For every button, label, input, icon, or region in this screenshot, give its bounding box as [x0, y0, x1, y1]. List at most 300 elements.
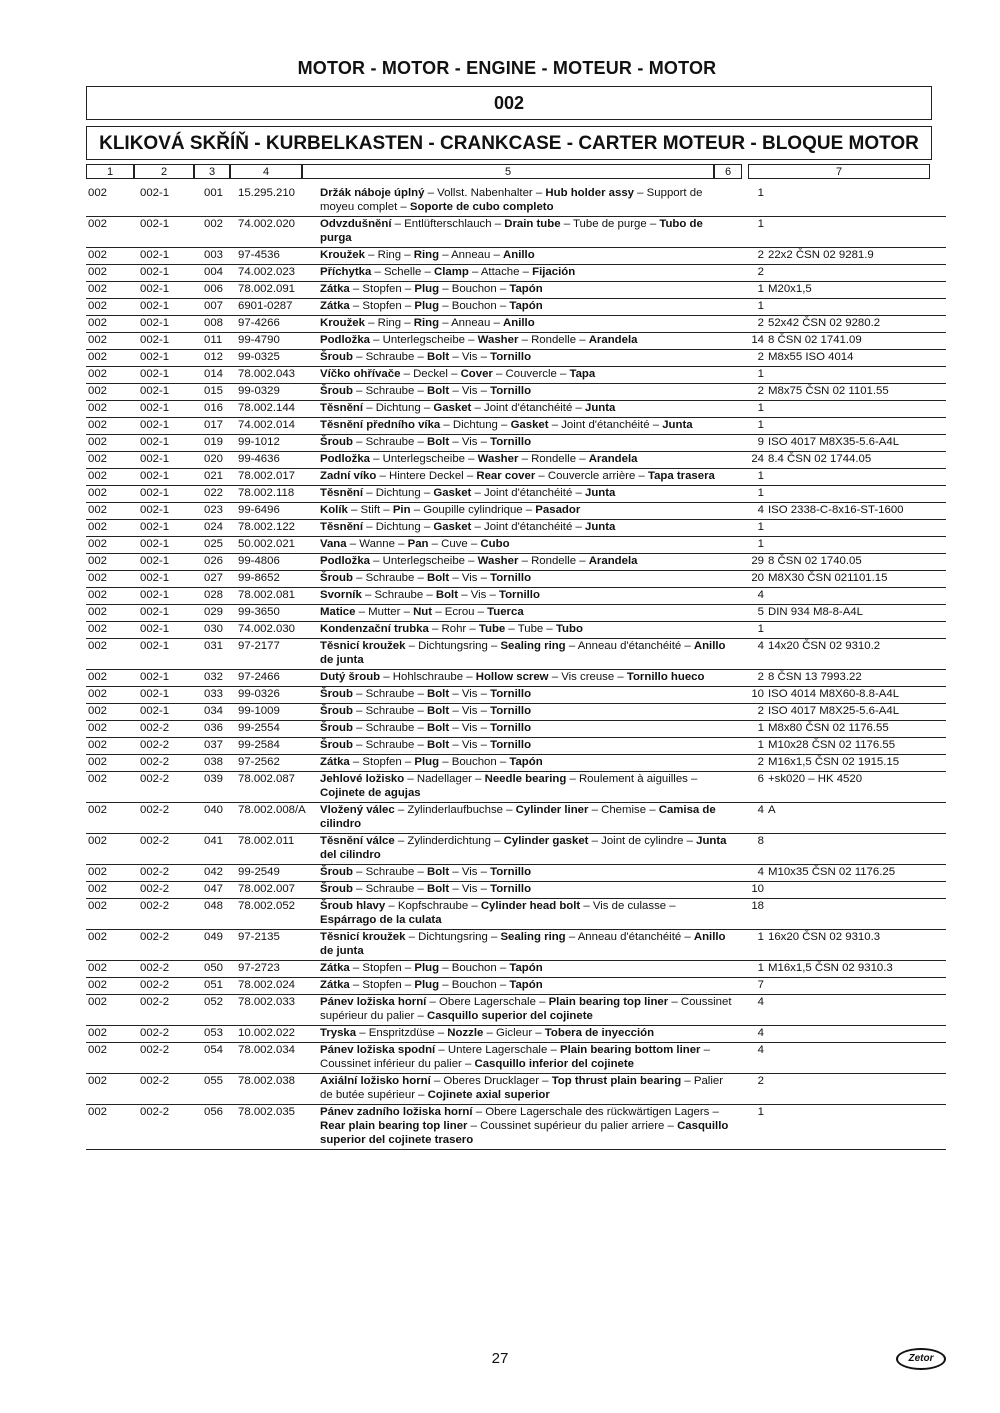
cell-note: ISO 4017 M8X35-5.6-A4L: [768, 436, 900, 448]
cell-note: [766, 299, 946, 316]
cell-position: 008: [204, 317, 224, 329]
cell-note: ISO 4014 M8X60-8.8-A4L: [768, 688, 900, 700]
cell-quantity: 1: [757, 487, 764, 499]
table-row: [86, 1074, 946, 1105]
table-row: [86, 803, 946, 834]
cell-note: M8x80 ČSN 02 1176.55: [768, 722, 889, 734]
cell-quantity: 2: [757, 249, 764, 261]
cell-description: Těsnicí kroužek – Dichtungsring – Sealing ring – Anneau d'étanchéité – Anillo de junta: [320, 931, 726, 957]
cell-part-number: 15.295.210: [238, 187, 296, 199]
cell-description: Zátka – Stopfen – Plug – Bouchon – Tapón: [320, 300, 543, 312]
cell-group: 002: [88, 640, 108, 652]
cell-part-number: 74.002.023: [238, 266, 296, 278]
table-row: [86, 978, 946, 995]
cell-group: 002: [88, 470, 108, 482]
cell-position: 012: [204, 351, 224, 363]
cell-description: Zátka – Stopfen – Plug – Bouchon – Tapón: [320, 979, 543, 991]
table-row: [86, 401, 946, 418]
cell-position: 054: [204, 1044, 224, 1056]
cell-group: 002: [88, 623, 108, 635]
cell-group: 002: [88, 453, 108, 465]
cell-subgroup: 002-2: [140, 883, 170, 895]
cell-position: 029: [204, 606, 224, 618]
table-row: [86, 265, 946, 282]
cell-position: 049: [204, 931, 224, 943]
cell-quantity: 20: [751, 572, 764, 584]
cell-subgroup: 002-1: [140, 705, 170, 717]
cell-part-number: 99-4790: [238, 334, 280, 346]
cell-note: [766, 469, 946, 486]
cell-description: Těsnění válce – Zylinderdichtung – Cylinder gasket – Joint de cylindre – Junta del cilindro: [320, 835, 727, 861]
cell-part-number: 99-6496: [238, 504, 280, 516]
cell-group: 002: [88, 1106, 108, 1118]
cell-note: 8 ČSN 02 1741.09: [768, 334, 862, 346]
cell-position: 016: [204, 402, 224, 414]
cell-position: 048: [204, 900, 224, 912]
cell-quantity: 5: [757, 606, 764, 618]
cell-description: Těsnění – Dichtung – Gasket – Joint d'étanchéité – Junta: [320, 402, 616, 414]
cell-description: Odvzdušnění – Entlüfterschlauch – Drain tube – Tube de purge – Tubo de purga: [320, 218, 703, 244]
cell-position: 047: [204, 883, 224, 895]
cell-group: 002: [88, 249, 108, 261]
cell-quantity: 7: [757, 979, 764, 991]
cell-group: 002: [88, 402, 108, 414]
cell-note: [766, 882, 946, 899]
table-row: [86, 930, 946, 961]
cell-quantity: 1: [757, 218, 764, 230]
cell-subgroup: 002-1: [140, 589, 170, 601]
cell-position: 030: [204, 623, 224, 635]
cell-subgroup: 002-2: [140, 1044, 170, 1056]
table-row: [86, 217, 946, 248]
table-row: [86, 687, 946, 704]
cell-quantity: 1: [757, 1106, 764, 1118]
cell-note: 52x42 ČSN 02 9280.2: [768, 317, 881, 329]
cell-group: 002: [88, 773, 108, 785]
cell-part-number: 99-4636: [238, 453, 280, 465]
cell-group: 002: [88, 996, 108, 1008]
cell-subgroup: 002-1: [140, 283, 170, 295]
cell-quantity: 1: [757, 187, 764, 199]
cell-group: 002: [88, 671, 108, 683]
cell-description: Těsnicí kroužek – Dichtungsring – Sealing ring – Anneau d'étanchéité – Anillo de junta: [320, 640, 726, 666]
table-row: [86, 738, 946, 755]
table-row: [86, 367, 946, 384]
cell-group: 002: [88, 705, 108, 717]
cell-note: [766, 1026, 946, 1043]
table-row: [86, 186, 946, 217]
cell-quantity: 4: [757, 589, 764, 601]
cell-part-number: 78.002.043: [238, 368, 296, 380]
cell-group: 002: [88, 900, 108, 912]
cell-note: [766, 265, 946, 282]
cell-part-number: 78.002.024: [238, 979, 296, 991]
cell-note: M10x28 ČSN 02 1176.55: [768, 739, 896, 751]
cell-subgroup: 002-2: [140, 979, 170, 991]
cell-note: A: [768, 804, 776, 816]
cell-subgroup: 002-1: [140, 572, 170, 584]
cell-quantity: 4: [757, 1044, 764, 1056]
parts-table: [86, 186, 946, 1150]
cell-part-number: 78.002.118: [238, 487, 295, 499]
cell-position: 039: [204, 773, 224, 785]
cell-position: 023: [204, 504, 224, 516]
column-header-2: 2: [134, 164, 194, 179]
cell-subgroup: 002-1: [140, 187, 170, 199]
table-row: [86, 834, 946, 865]
table-row: [86, 605, 946, 622]
cell-subgroup: 002-2: [140, 756, 170, 768]
table-row: [86, 486, 946, 503]
cell-subgroup: 002-1: [140, 671, 170, 683]
cell-description: Dutý šroub – Hohlschraube – Hollow screw – Vis creuse – Tornillo hueco: [320, 671, 705, 683]
cell-part-number: 78.002.035: [238, 1106, 296, 1118]
cell-group: 002: [88, 1027, 108, 1039]
cell-group: 002: [88, 385, 108, 397]
cell-quantity: 4: [757, 804, 764, 816]
cell-part-number: 78.002.017: [238, 470, 296, 482]
cell-description: Šroub – Schraube – Bolt – Vis – Tornillo: [320, 705, 532, 717]
table-row: [86, 435, 946, 452]
cell-position: 002: [204, 218, 224, 230]
cell-note: 16x20 ČSN 02 9310.3: [768, 931, 881, 943]
cell-group: 002: [88, 739, 108, 751]
cell-position: 037: [204, 739, 224, 751]
cell-group: 002: [88, 351, 108, 363]
cell-description: Šroub – Schraube – Bolt – Vis – Tornillo: [320, 351, 532, 363]
cell-position: 019: [204, 436, 224, 448]
cell-position: 021: [204, 470, 224, 482]
cell-note: 22x2 ČSN 02 9281.9: [768, 249, 874, 261]
cell-description: Víčko ohřívače – Deckel – Cover – Couvercle – Tapa: [320, 368, 596, 380]
table-row: [86, 995, 946, 1026]
cell-quantity: 18: [751, 900, 764, 912]
cell-position: 004: [204, 266, 224, 278]
cell-position: 031: [204, 640, 224, 652]
cell-description: Podložka – Unterlegscheibe – Washer – Rondelle – Arandela: [320, 334, 638, 346]
cell-part-number: 78.002.087: [238, 773, 296, 785]
column-header-3: 3: [194, 164, 230, 179]
cell-position: 011: [204, 334, 223, 346]
cell-description: Držák náboje úplný – Vollst. Nabenhalter – Hub holder assy – Support de moyeu complet – Soporte de cubo completo: [320, 187, 703, 213]
cell-position: 022: [204, 487, 224, 499]
table-row: [86, 554, 946, 571]
cell-part-number: 99-2549: [238, 866, 280, 878]
cell-subgroup: 002-2: [140, 722, 170, 734]
cell-position: 036: [204, 722, 224, 734]
cell-note: 8 ČSN 13 7993.22: [768, 671, 862, 683]
group-number: 002: [86, 86, 932, 120]
cell-group: 002: [88, 266, 108, 278]
cell-group: 002: [88, 555, 108, 567]
cell-group: 002: [88, 931, 108, 943]
cell-description: Kondenzační trubka – Rohr – Tube – Tube – Tubo: [320, 623, 583, 635]
cell-note: [766, 520, 946, 537]
cell-description: Zátka – Stopfen – Plug – Bouchon – Tapón: [320, 283, 543, 295]
table-row: [86, 865, 946, 882]
cell-note: 8 ČSN 02 1740.05: [768, 555, 862, 567]
cell-position: 017: [204, 419, 224, 431]
cell-group: 002: [88, 804, 108, 816]
zetor-logo: Zetor: [896, 1348, 946, 1370]
cell-group: 002: [88, 300, 108, 312]
cell-position: 052: [204, 996, 224, 1008]
table-row: [86, 899, 946, 930]
cell-quantity: 1: [757, 521, 764, 533]
cell-position: 053: [204, 1027, 224, 1039]
cell-note: [766, 1105, 946, 1150]
table-row: [86, 469, 946, 486]
cell-note: [766, 995, 946, 1026]
cell-subgroup: 002-1: [140, 218, 170, 230]
cell-group: 002: [88, 589, 108, 601]
cell-position: 003: [204, 249, 224, 261]
cell-part-number: 97-4536: [238, 249, 280, 261]
cell-subgroup: 002-1: [140, 487, 170, 499]
cell-part-number: 78.002.033: [238, 996, 296, 1008]
cell-group: 002: [88, 436, 108, 448]
cell-part-number: 10.002.022: [238, 1027, 296, 1039]
cell-part-number: 78.002.144: [238, 402, 296, 414]
cell-subgroup: 002-2: [140, 900, 170, 912]
cell-subgroup: 002-1: [140, 555, 170, 567]
table-row: [86, 537, 946, 554]
cell-group: 002: [88, 722, 108, 734]
cell-part-number: 50.002.021: [238, 538, 296, 550]
cell-part-number: 78.002.011: [238, 835, 295, 847]
cell-group: 002: [88, 218, 108, 230]
cell-note: [766, 401, 946, 418]
cell-subgroup: 002-1: [140, 504, 170, 516]
cell-part-number: 99-0329: [238, 385, 280, 397]
cell-part-number: 97-2562: [238, 756, 280, 768]
cell-group: 002: [88, 835, 108, 847]
cell-subgroup: 002-1: [140, 606, 170, 618]
cell-quantity: 4: [757, 640, 764, 652]
cell-subgroup: 002-2: [140, 931, 170, 943]
cell-group: 002: [88, 979, 108, 991]
cell-note: ISO 4017 M8X25-5.6-A4L: [768, 705, 900, 717]
cell-subgroup: 002-1: [140, 688, 170, 700]
cell-note: [766, 588, 946, 605]
cell-subgroup: 002-2: [140, 773, 170, 785]
cell-description: Matice – Mutter – Nut – Ecrou – Tuerca: [320, 606, 524, 618]
cell-description: Pánev ložiska horní – Obere Lagerschale – Plain bearing top liner – Coussinet supérieur du palier – Casquillo superior del cojinete: [320, 996, 732, 1022]
cell-description: Kroužek – Ring – Ring – Anneau – Anillo: [320, 249, 535, 261]
cell-note: M8x75 ČSN 02 1101.55: [768, 385, 889, 397]
cell-description: Svorník – Schraube – Bolt – Vis – Tornillo: [320, 589, 540, 601]
cell-subgroup: 002-2: [140, 804, 170, 816]
cell-subgroup: 002-1: [140, 640, 170, 652]
table-row: [86, 452, 946, 469]
cell-group: 002: [88, 504, 108, 516]
cell-group: 002: [88, 334, 108, 346]
table-row: [86, 1043, 946, 1074]
cell-group: 002: [88, 317, 108, 329]
cell-description: Pánev ložiska spodní – Untere Lagerschale – Plain bearing bottom liner – Coussinet inférieur du palier – Casquillo inferior del cojinete: [320, 1044, 710, 1070]
cell-subgroup: 002-1: [140, 521, 170, 533]
cell-position: 020: [204, 453, 224, 465]
cell-quantity: 1: [757, 283, 764, 295]
cell-quantity: 10: [751, 883, 764, 895]
cell-quantity: 2: [757, 351, 764, 363]
cell-subgroup: 002-2: [140, 996, 170, 1008]
cell-position: 050: [204, 962, 224, 974]
cell-quantity: 8: [757, 835, 764, 847]
cell-note: [766, 622, 946, 639]
section-title: KLIKOVÁ SKŘÍŇ - KURBELKASTEN - CRANKCASE - CARTER MOTEUR - BLOQUE MOTOR: [86, 126, 932, 160]
cell-quantity: 2: [757, 1075, 764, 1087]
cell-part-number: 74.002.030: [238, 623, 296, 635]
cell-quantity: 1: [757, 722, 764, 734]
cell-position: 007: [204, 300, 224, 312]
cell-group: 002: [88, 883, 108, 895]
cell-quantity: 1: [757, 623, 764, 635]
cell-group: 002: [88, 368, 108, 380]
cell-position: 040: [204, 804, 224, 816]
cell-quantity: 1: [757, 368, 764, 380]
cell-note: M8X30 ČSN 021101.15: [768, 572, 888, 584]
cell-note: [766, 1043, 946, 1074]
cell-description: Kolík – Stift – Pin – Goupille cylindrique – Pasador: [320, 504, 581, 516]
cell-subgroup: 002-1: [140, 300, 170, 312]
cell-group: 002: [88, 187, 108, 199]
cell-quantity: 6: [757, 773, 764, 785]
table-row: [86, 721, 946, 738]
cell-group: 002: [88, 538, 108, 550]
cell-subgroup: 002-2: [140, 1027, 170, 1039]
cell-note: DIN 934 M8-8-A4L: [768, 606, 863, 618]
column-header-7: 7: [748, 164, 930, 179]
cell-quantity: 1: [757, 962, 764, 974]
cell-description: Jehlové ložisko – Nadellager – Needle bearing – Roulement à aiguilles – Cojinete de agujas: [320, 773, 698, 799]
cell-part-number: 99-1009: [238, 705, 280, 717]
cell-part-number: 99-2584: [238, 739, 280, 751]
cell-description: Podložka – Unterlegscheibe – Washer – Rondelle – Arandela: [320, 555, 638, 567]
cell-part-number: 78.002.122: [238, 521, 296, 533]
cell-part-number: 97-2466: [238, 671, 280, 683]
cell-position: 028: [204, 589, 224, 601]
cell-group: 002: [88, 521, 108, 533]
table-row: [86, 571, 946, 588]
cell-quantity: 4: [757, 1027, 764, 1039]
cell-description: Šroub – Schraube – Bolt – Vis – Tornillo: [320, 866, 532, 878]
table-row: [86, 1026, 946, 1043]
cell-description: Šroub – Schraube – Bolt – Vis – Tornillo: [320, 883, 532, 895]
cell-quantity: 2: [757, 266, 764, 278]
cell-quantity: 1: [757, 538, 764, 550]
cell-part-number: 99-0326: [238, 688, 280, 700]
cell-note: 8.4 ČSN 02 1744.05: [768, 453, 872, 465]
cell-part-number: 99-0325: [238, 351, 280, 363]
cell-position: 041: [204, 835, 224, 847]
cell-quantity: 1: [757, 739, 764, 751]
cell-note: [766, 186, 946, 217]
cell-part-number: 97-2177: [238, 640, 280, 652]
cell-description: Zátka – Stopfen – Plug – Bouchon – Tapón: [320, 962, 543, 974]
table-row: [86, 588, 946, 605]
cell-description: Vložený válec – Zylinderlaufbuchse – Cylinder liner – Chemise – Camisa de cilindro: [320, 804, 716, 830]
table-row: [86, 299, 946, 316]
cell-quantity: 29: [751, 555, 764, 567]
cell-position: 001: [204, 187, 224, 199]
cell-position: 026: [204, 555, 224, 567]
cell-description: Šroub – Schraube – Bolt – Vis – Tornillo: [320, 385, 532, 397]
cell-note: [766, 486, 946, 503]
cell-subgroup: 002-2: [140, 1075, 170, 1087]
cell-quantity: 2: [757, 385, 764, 397]
cell-position: 032: [204, 671, 224, 683]
cell-group: 002: [88, 962, 108, 974]
table-row: [86, 333, 946, 350]
cell-description: Podložka – Unterlegscheibe – Washer – Rondelle – Arandela: [320, 453, 638, 465]
page-title: MOTOR - MOTOR - ENGINE - MOTEUR - MOTOR: [297, 58, 717, 78]
cell-part-number: 99-2554: [238, 722, 280, 734]
table-row: [86, 503, 946, 520]
column-header-5: 5: [302, 164, 714, 179]
cell-position: 024: [204, 521, 224, 533]
cell-position: 051: [204, 979, 224, 991]
cell-part-number: 74.002.020: [238, 218, 296, 230]
cell-part-number: 78.002.081: [238, 589, 296, 601]
cell-position: 056: [204, 1106, 224, 1118]
cell-quantity: 1: [757, 470, 764, 482]
cell-quantity: 2: [757, 671, 764, 683]
cell-description: Axiální ložisko horní – Oberes Drucklager – Top thrust plain bearing – Palier de butée supérieur – Cojinete axial superior: [320, 1075, 723, 1101]
cell-position: 055: [204, 1075, 224, 1087]
table-row: [86, 316, 946, 333]
cell-note: [766, 978, 946, 995]
cell-note: M10x35 ČSN 02 1176.25: [768, 866, 896, 878]
cell-group: 002: [88, 606, 108, 618]
cell-note: [766, 1074, 946, 1105]
cell-note: 14x20 ČSN 02 9310.2: [768, 640, 881, 652]
cell-part-number: 97-4266: [238, 317, 280, 329]
cell-position: 033: [204, 688, 224, 700]
cell-group: 002: [88, 487, 108, 499]
cell-part-number: 78.002.034: [238, 1044, 296, 1056]
table-row: [86, 772, 946, 803]
table-row: [86, 639, 946, 670]
cell-subgroup: 002-1: [140, 538, 170, 550]
cell-quantity: 1: [757, 300, 764, 312]
cell-subgroup: 002-2: [140, 1106, 170, 1118]
cell-part-number: 78.002.008/A: [238, 804, 306, 816]
column-header-1: 1: [86, 164, 134, 179]
cell-description: Šroub hlavy – Kopfschraube – Cylinder head bolt – Vis de culasse – Espárrago de la culata: [320, 900, 676, 926]
cell-subgroup: 002-1: [140, 385, 170, 397]
cell-part-number: 99-1012: [238, 436, 280, 448]
column-header-4: 4: [230, 164, 302, 179]
cell-group: 002: [88, 1044, 108, 1056]
cell-quantity: 1: [757, 931, 764, 943]
cell-subgroup: 002-1: [140, 623, 170, 635]
cell-quantity: 2: [757, 756, 764, 768]
cell-subgroup: 002-1: [140, 351, 170, 363]
cell-description: Těsnění – Dichtung – Gasket – Joint d'étanchéité – Junta: [320, 487, 616, 499]
cell-position: 027: [204, 572, 224, 584]
cell-note: M16x1,5 ČSN 02 1915.15: [768, 756, 900, 768]
cell-quantity: 14: [751, 334, 764, 346]
page-number: 27: [491, 1350, 509, 1367]
cell-description: Šroub – Schraube – Bolt – Vis – Tornillo: [320, 722, 532, 734]
cell-note: M20x1,5: [768, 283, 812, 295]
cell-note: ISO 2338-C-8x16-ST-1600: [768, 504, 904, 516]
cell-subgroup: 002-1: [140, 317, 170, 329]
cell-position: 006: [204, 283, 224, 295]
cell-description: Kroužek – Ring – Ring – Anneau – Anillo: [320, 317, 535, 329]
cell-note: M8x55 ISO 4014: [768, 351, 854, 363]
